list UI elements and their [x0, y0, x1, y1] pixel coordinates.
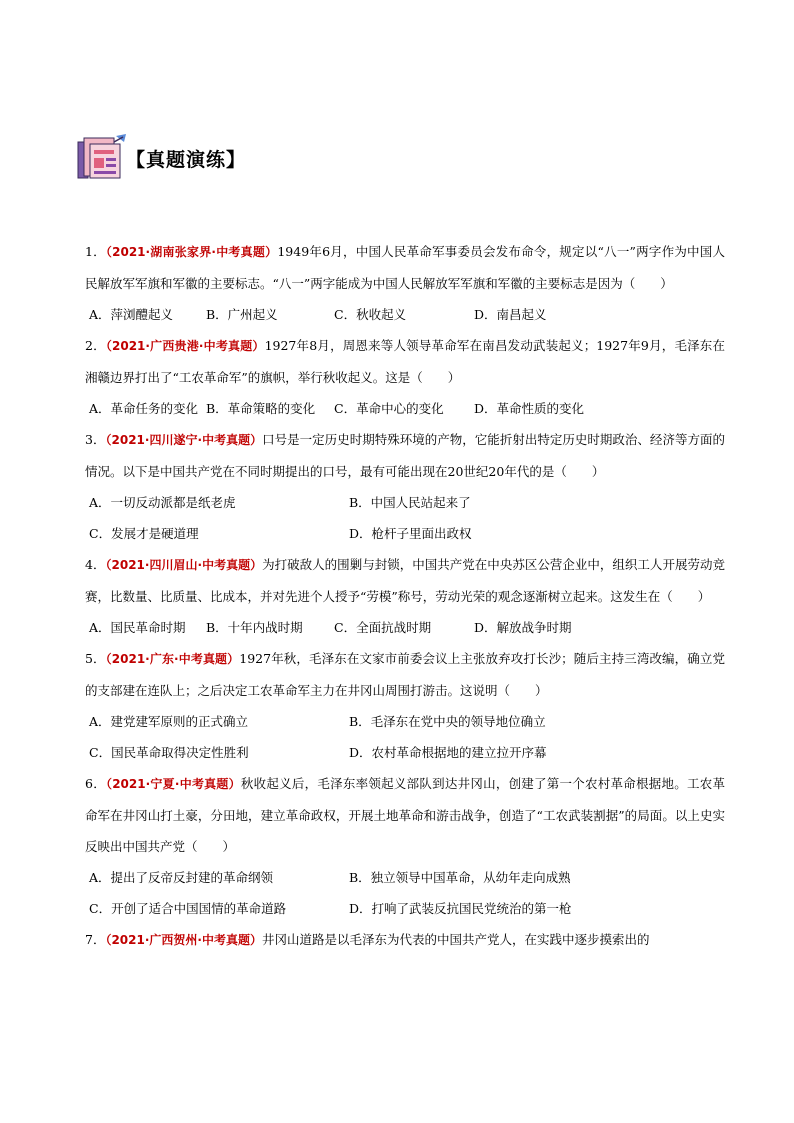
option-a: A．萍浏醴起义: [89, 307, 174, 322]
question-text: 井冈山道路是以毛泽东为代表的中国共产党人，在实践中逐步摸索出的: [261, 932, 650, 947]
question-options: [85, 706, 725, 768]
question-source: （2021·广西贺州·中考真题）: [105, 933, 262, 947]
option-c: C．国民革命取得决定性胜利: [89, 745, 249, 760]
option-a: A．提出了反帝反封建的革命纲领: [89, 870, 274, 885]
option-d: D．南昌起义: [474, 307, 547, 322]
section-header: [76, 134, 246, 182]
option-b: B．十年内战时期: [206, 620, 303, 635]
question-text: 1927年秋，毛泽东在文家市前委会议上主张放弃攻打长沙；随后主持三湾改编，确立党的支部建在连队上；之后决定工农革命军主力在井冈山周围打游击。这说明（ ）: [85, 651, 725, 698]
question-text: 秋收起义后，毛泽东率领起义部队到达井冈山，创建了第一个农村革命根据地。工农革命军在井冈山打土豪，分田地，建立革命政权，开展土地革命和游击战争，创造了“工农武装割据”的局面。以上史实反映出中国共产党（ ）: [85, 776, 725, 854]
question-number: 1．: [85, 244, 106, 259]
question-4: [85, 549, 725, 643]
question-text: 为打破敌人的围剿与封锁，中国共产党在中央苏区公营企业中，组织工人开展劳动竞赛，比数量、比质量、比成本，并对先进个人授予“劳模”称号，劳动光荣的观念逐渐树立起来。这发生在（ ）: [85, 557, 725, 604]
question-text: 1927年8月，周恩来等人领导革命军在南昌发动武装起义；1927年9月，毛泽东在湘赣边界打出了“工农革命军”的旗帜，举行秋收起义。这是（ ）: [85, 338, 725, 385]
option-c: C．全面抗战时期: [334, 620, 432, 635]
question-5: [85, 643, 725, 768]
option-d: D．解放战争时期: [474, 620, 572, 635]
section-title: 【真题演练】: [126, 148, 247, 171]
option-c: C．革命中心的变化: [334, 401, 444, 416]
question-options: [85, 299, 725, 330]
question-number: 3．: [85, 432, 106, 447]
question-source: （2021·广西贵港·中考真题）: [105, 339, 265, 353]
option-a: A．国民革命时期: [89, 620, 186, 635]
question-options: [85, 393, 725, 424]
question-stem: [85, 924, 725, 956]
question-source: （2021·宁夏·中考真题）: [105, 777, 241, 791]
question-number: 5．: [85, 651, 106, 666]
question-list: [85, 236, 725, 956]
option-b: B．广州起义: [206, 307, 278, 322]
question-number: 2．: [85, 338, 106, 353]
option-a: A．一切反动派都是纸老虎: [89, 495, 236, 510]
option-d: D．枪杆子里面出政权: [349, 526, 472, 541]
question-6: [85, 768, 725, 924]
option-a: A．建党建军原则的正式确立: [89, 714, 249, 729]
option-c: C．发展才是硬道理: [89, 526, 199, 541]
option-b: B．革命策略的变化: [206, 401, 316, 416]
question-1: [85, 236, 725, 330]
exercise-book-icon: [76, 134, 128, 182]
option-b: B．毛泽东在党中央的领导地位确立: [349, 714, 546, 729]
question-number: 6．: [85, 776, 106, 791]
question-options: [85, 487, 725, 549]
question-number: 4．: [85, 557, 106, 572]
question-stem: [85, 424, 725, 487]
question-stem: [85, 643, 725, 706]
question-stem: [85, 236, 725, 299]
option-c: C．秋收起义: [334, 307, 407, 322]
question-3: [85, 424, 725, 549]
question-stem: [85, 768, 725, 862]
option-a: A．革命任务的变化: [89, 401, 199, 416]
option-b: B．独立领导中国革命，从幼年走向成熟: [349, 870, 571, 885]
option-d: D．打响了武装反抗国民党统治的第一枪: [349, 901, 572, 916]
question-source: （2021·湖南张家界·中考真题）: [105, 245, 278, 259]
question-stem: [85, 549, 725, 612]
question-options: [85, 862, 725, 924]
option-d: D．革命性质的变化: [474, 401, 585, 416]
question-source: （2021·广东·中考真题）: [105, 652, 240, 666]
question-number: 7．: [85, 932, 106, 947]
question-options: [85, 612, 725, 643]
question-text: 口号是一定历史时期特殊环境的产物，它能折射出特定历史时期政治、经济等方面的情况。以下是中国共产党在不同时期提出的口号，最有可能出现在20世纪20年代的是（ ）: [85, 432, 725, 479]
option-d: D．农村革命根据地的建立拉开序幕: [349, 745, 547, 760]
question-source: （2021·四川眉山·中考真题）: [105, 558, 263, 572]
question-stem: [85, 330, 725, 393]
question-text: 1949年6月，中国人民革命军事委员会发布命令，规定以“八一”两字作为中国人民解放军军旗和军徽的主要标志。“八一”两字能成为中国人民解放军军旗和军徽的主要标志是因为（ ）: [85, 244, 726, 291]
question-7: [85, 924, 725, 956]
question-2: [85, 330, 725, 424]
question-source: （2021·四川遂宁·中考真题）: [105, 433, 263, 447]
option-b: B．中国人民站起来了: [349, 495, 471, 510]
option-c: C．开创了适合中国国情的革命道路: [89, 901, 287, 916]
